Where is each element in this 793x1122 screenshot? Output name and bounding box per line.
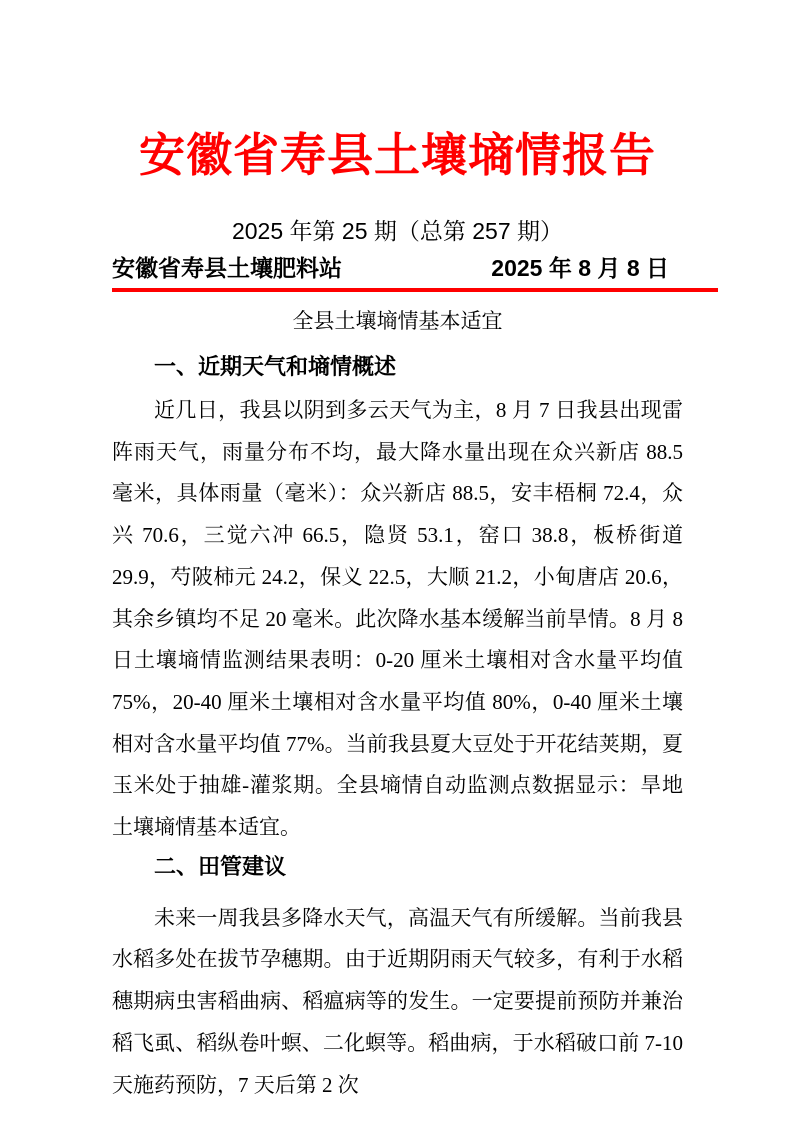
document-subtitle: 全县土壤墒情基本适宜 [292,309,503,333]
report-title: 安徽省寿县土壤墒情报告 [139,129,656,181]
issue-number-line: 2025 年第 25 期（总第 257 期） [231,218,564,244]
section-heading-weather-overview: 一、近期天气和墒情概述 [154,354,397,379]
publish-date: 2025 年 8 月 8 日 [491,255,669,281]
paragraph-field-management: 未来一周我县多降水天气，高温天气有所缓解。当前我县水稻多处在拔节孕穗期。由于近期阴雨天气较多，有利于水稻穗期病虫害稻曲病、稻瘟病等的发生。一定要提前预防并兼治稻飞虱、稻纵卷叶螟、二化螟等。稻曲病，于水稻破口前 7-10 天施药预防，7 天后第 2 次 [112,905,683,1097]
section-heading-field-management: 二、田管建议 [154,853,287,879]
paragraph-weather-overview: 近几日，我县以阴到多云天气为主，8 月 7 日我县出现雷阵雨天气，雨量分布不均，最大降水量出现在众兴新店 88.5 毫米，具体雨量（毫米）：众兴新店 88.5，安丰梧桐 72.4，众兴 70.6，三觉六冲 66.5，隐贤 53.1，窑口 38.8，板桥街道 29.9，芍陂柿元 24.2，保义 22.5，大顺 21.2，小甸唐店 20.6，其余乡镇均不足 20 毫米。此次降水基本缓解当前旱情。8 月 8 日土壤墒情监测结果表明：0-20 厘米土壤相对含水量平均值 75%，20-40 厘米土壤相对含水量平均值 80%，0-40 厘米土壤相对含水量平均值 77%。当前我县夏大豆处于开花结荚期，夏玉米处于抽雄-灌浆期。全县墒情自动监测点数据显示：旱地土壤墒情基本适宜。 [112,398,683,840]
publisher-name: 安徽省寿县土壤肥料站 [112,255,342,281]
document-content [112,126,718,1106]
publisher-line [112,252,683,284]
masthead-divider-rule [112,288,718,292]
